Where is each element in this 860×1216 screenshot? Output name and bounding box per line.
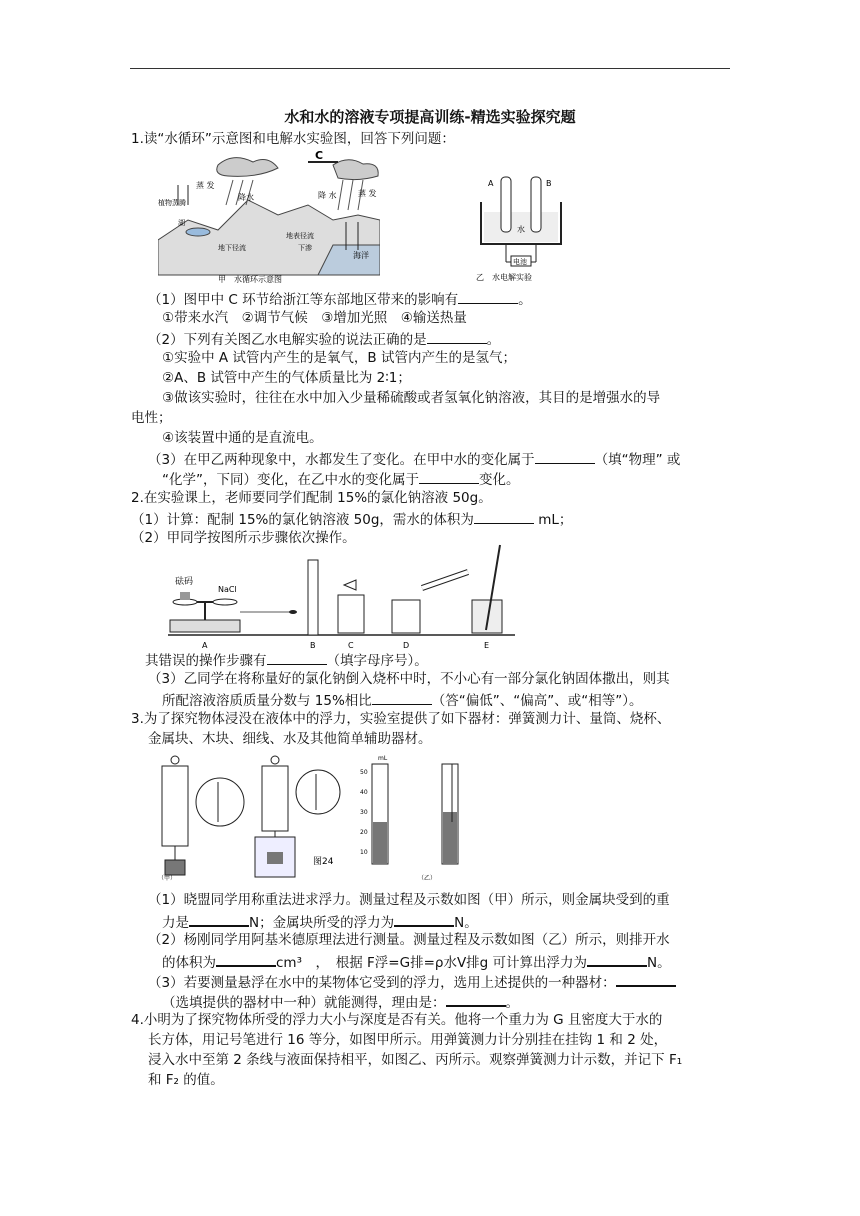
answer-blank[interactable] [458, 289, 518, 304]
q1-part2-option2: ②A、B 试管中产生的气体质量比为 2∶1； [162, 370, 411, 386]
cycle-label: 湖 [178, 219, 185, 227]
cycle-label: 蒸 发 [358, 189, 377, 198]
q3-intro-cont: 金属块、木块、细线、水及其他简单辅助器材。 [148, 731, 432, 747]
answer-blank[interactable] [587, 951, 647, 967]
water-cycle-figure [158, 150, 380, 284]
q1-part2-option3-cont: 电性； [131, 410, 172, 426]
q1-part2-option1: ①实验中 A 试管内产生的是氧气，B 试管内产生的是氢气； [162, 350, 516, 366]
cycle-label: 地下径流 [218, 244, 246, 252]
answer-blank[interactable] [267, 650, 327, 665]
cycle-letter-c: C [315, 150, 324, 162]
q4-line4: 和 F₂ 的值。 [148, 1072, 224, 1088]
q1-part2: （2）下列有关图乙水电解实验的说法正确的是 。 [148, 329, 500, 349]
cylinder-tick: 10 [360, 849, 368, 856]
q3-part2-cont: 的体积为 cm³ ， 根据 F浮=G排=ρ水V排g 可计算出浮力为 N。 [162, 951, 671, 972]
q3-part2: （2）杨刚同学用阿基米德原理法进行测量。测量过程及示数如图（乙）所示，则排开水 [148, 932, 670, 948]
fig-yi-caption: 乙 水电解实验 [476, 273, 532, 282]
answer-blank[interactable] [419, 469, 479, 484]
q2-error-steps: 其错误的操作步骤有 （填字母序号）。 [145, 650, 428, 670]
q1-part2-option3: ③做该实验时，往往在水中加入少量稀硫酸或者氢氧化钠溶液，其目的是增强水的导 [162, 390, 661, 406]
answer-blank[interactable] [535, 449, 595, 464]
cycle-label: 植物蒸腾 [158, 199, 186, 207]
q1-part3: （3）在甲乙两种现象中，水都发生了变化。在甲中水的变化属于 （填“物理” 或 [148, 449, 680, 469]
figure-number: 图24 [313, 857, 334, 867]
q4-line3: 浸入水中至第 2 条线与液面保持相平，如图乙、丙所示。观察弹簧测力计示数，并记下 F₁ [148, 1052, 683, 1068]
tube-a-label: A [488, 179, 494, 188]
q1-part1-options: ①带来水汽 ②调节气候 ③增加光照 ④输送热量 [162, 310, 467, 326]
cycle-label: 降水 [238, 193, 254, 202]
q2-part2: （2）甲同学按图所示步骤依次操作。 [131, 530, 356, 546]
tube-b-label: B [546, 179, 552, 188]
answer-blank[interactable] [372, 690, 432, 705]
q3-part1-cont: 力是 N；金属块所受的浮力为 N。 [162, 911, 478, 932]
weight-label: 砝码 [175, 577, 194, 587]
q2-intro: 2.在实验课上，老师要同学们配制 15%的氯化钠溶液 50g。 [131, 490, 492, 506]
electrolysis-figure [476, 172, 566, 284]
q4-line2: 长方体，用记号笔进行 16 等分，如图甲所示。用弹簧测力计分别挂在挂钩 1 和 2 处， [148, 1032, 668, 1048]
cylinder-tick: 50 [360, 769, 368, 776]
cycle-label: 海洋 [353, 251, 369, 260]
fig-yi-label: （乙） [418, 875, 437, 882]
answer-blank[interactable] [216, 951, 276, 967]
header-rule [130, 68, 730, 69]
answer-blank[interactable] [427, 329, 487, 344]
q2-part3-cont: 所配溶液溶质质量分数与 15%相比 （答“偏低”、“偏高”、或“相等”）。 [162, 690, 643, 710]
fig-jia-label: （甲） [158, 875, 177, 882]
buoyancy-figure [150, 752, 500, 882]
q2-part3: （3）乙同学在将称量好的氯化钠倒入烧杯中时，不小心有一部分氯化钠固体撒出，则其 [148, 671, 670, 687]
step-letter: A [202, 641, 208, 650]
q1-part1: （1）图甲中 C 环节给浙江等东部地区带来的影响有 。 [148, 289, 532, 309]
q3-part3: （3）若要测量悬浮在水中的某物体它受到的浮力，选用上述提供的一种器材： [148, 971, 676, 992]
answer-blank[interactable] [189, 911, 249, 927]
step-letter: E [484, 641, 490, 650]
step-letter: C [348, 641, 354, 650]
answer-blank[interactable] [394, 911, 454, 927]
answer-blank[interactable] [474, 509, 534, 524]
battery-label: 电池 [513, 258, 527, 266]
q3-part3-cont: （选填提供的器材中一种）就能测得，理由是： 。 [162, 991, 519, 1012]
q3-part1: （1）晓盟同学用称重法进求浮力。测量过程及示数如图（甲）所示，则金属块受到的重 [148, 892, 670, 908]
water-label: 水 [517, 225, 525, 234]
cycle-label: 地表径流 [286, 232, 314, 240]
q2-part1: （1）计算：配制 15%的氯化钠溶液 50g，需水的体积为 mL； [131, 509, 572, 529]
page-title: 水和水的溶液专项提高训练-精选实验探究题 [284, 108, 576, 126]
fig-jia-caption: 甲 水循环示意图 [218, 275, 282, 284]
nacl-label: NaCl [218, 585, 237, 594]
cycle-label: 下渗 [298, 244, 312, 252]
answer-blank[interactable] [446, 991, 506, 1007]
cylinder-tick: 20 [360, 829, 368, 836]
cylinder-tick: 40 [360, 789, 368, 796]
cylinder-unit: mL [378, 755, 388, 762]
cycle-label: 降 水 [318, 191, 337, 200]
q4-line1: 4.小明为了探究物体所受的浮力大小与深度是否有关。他将一个重力为 G 且密度大于水的 [131, 1012, 663, 1028]
cylinder-tick: 30 [360, 809, 368, 816]
q1-part3-cont: “化学”，下同）变化，在乙中水的变化属于 变化。 [162, 469, 520, 489]
q1-part2-option4: ④该装置中通的是直流电。 [162, 430, 323, 446]
step-letter: B [310, 641, 316, 650]
cycle-label: 蒸 发 [196, 181, 215, 190]
answer-blank[interactable] [616, 971, 676, 987]
q3-intro: 3.为了探究物体浸没在液体中的浮力，实验室提供了如下器材：弹簧测力计、量筒、烧杯、 [131, 711, 671, 727]
step-letter: D [403, 641, 410, 650]
solution-steps-figure [160, 540, 520, 652]
q1-intro: 1.读“水循环”示意图和电解水实验图，回答下列问题： [131, 131, 455, 147]
